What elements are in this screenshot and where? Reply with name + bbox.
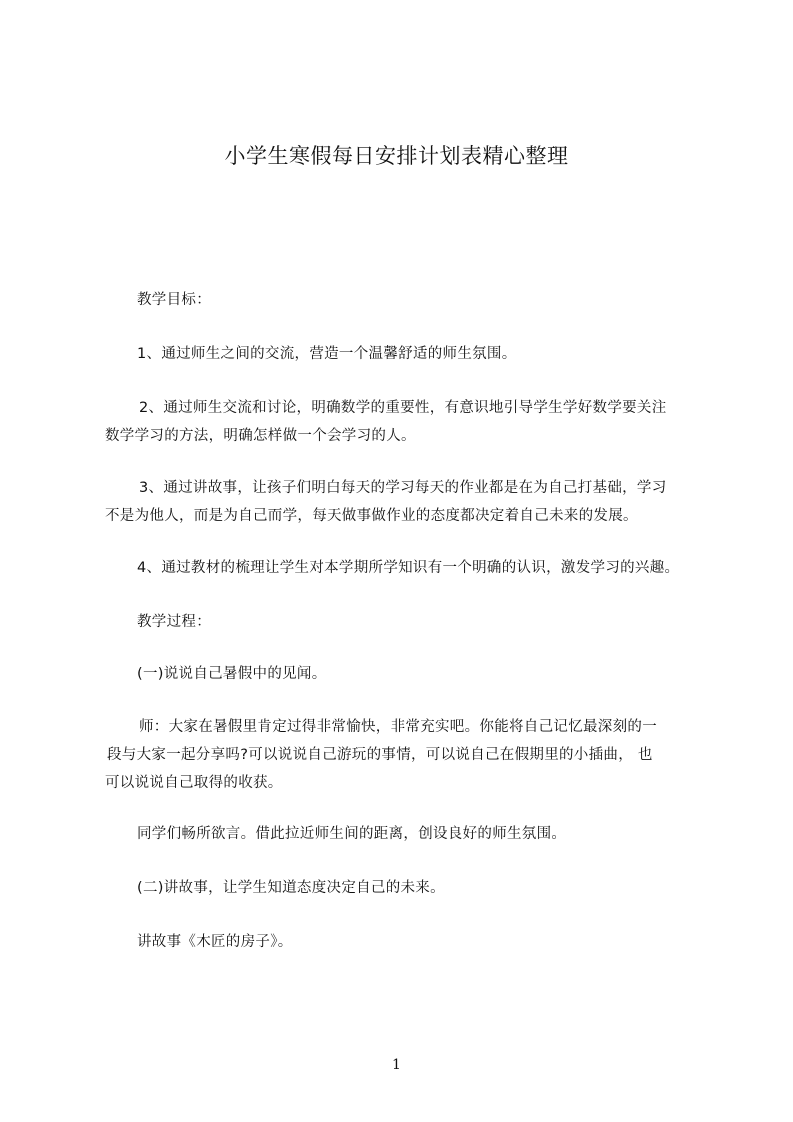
paragraph-line: (二)讲故事，让学生知道态度决定自己的未来。 bbox=[137, 880, 445, 896]
paragraph-teacher-speech bbox=[105, 713, 715, 797]
paragraph-students-speak bbox=[105, 820, 715, 848]
paragraph-line: 同学们畅所欲言。借此拉近师生间的距离，创设良好的师生氛围。 bbox=[137, 826, 567, 842]
paragraph-line: 段与大家一起分享吗?可以说说自己游玩的事情，可以说自己在假期里的小插曲， 也 bbox=[107, 747, 653, 763]
page-number: 1 bbox=[392, 1057, 401, 1073]
paragraph-line: (一)说说自己暑假中的见闻。 bbox=[137, 666, 327, 682]
paragraph-line: 4、通过教材的梳理让学生对本学期所学知识有一个明确的认识，激发学习的兴趣。 bbox=[137, 560, 680, 576]
paragraph-line: 3、通过讲故事，让孩子们明白每天的学习每天的作业都是在为自己打基础，学习 bbox=[139, 480, 667, 496]
paragraph-line: 教学目标： bbox=[137, 292, 211, 308]
paragraph-goal-2 bbox=[105, 394, 715, 450]
paragraph-section-2 bbox=[105, 874, 715, 902]
paragraph-line: 师：大家在暑假里肯定过得非常愉快，非常充实吧。你能将自己记忆最深刻的一 bbox=[139, 719, 657, 735]
paragraph-line: 1、通过师生之间的交流，营造一个温馨舒适的师生氛围。 bbox=[137, 346, 517, 362]
paragraph-teaching-goals-heading bbox=[105, 286, 715, 314]
paragraph-section-1 bbox=[105, 660, 715, 688]
paragraph-teaching-process-heading bbox=[105, 608, 715, 636]
paragraph-line: 教学过程： bbox=[137, 614, 211, 630]
paragraph-goal-4 bbox=[105, 554, 715, 582]
paragraph-line: 2、通过师生交流和讨论，明确数学的重要性，有意识地引导学生学好数学要关注 bbox=[139, 400, 667, 416]
document-title: 小学生寒假每日安排计划表精心整理 bbox=[224, 144, 569, 168]
paragraph-story-title bbox=[105, 928, 715, 956]
paragraph-line: 不是为他人，而是为自己而学，每天做事做作业的态度都决定着自己未来的发展。 bbox=[105, 508, 638, 524]
paragraph-line: 讲故事《木匠的房子》。 bbox=[137, 934, 293, 950]
paragraph-goal-3 bbox=[105, 474, 715, 530]
paragraph-line: 数学学习的方法，明确怎样做一个会学习的人。 bbox=[105, 428, 416, 444]
paragraph-line: 可以说说自己取得的收获。 bbox=[105, 775, 283, 791]
paragraph-goal-1 bbox=[105, 340, 715, 368]
